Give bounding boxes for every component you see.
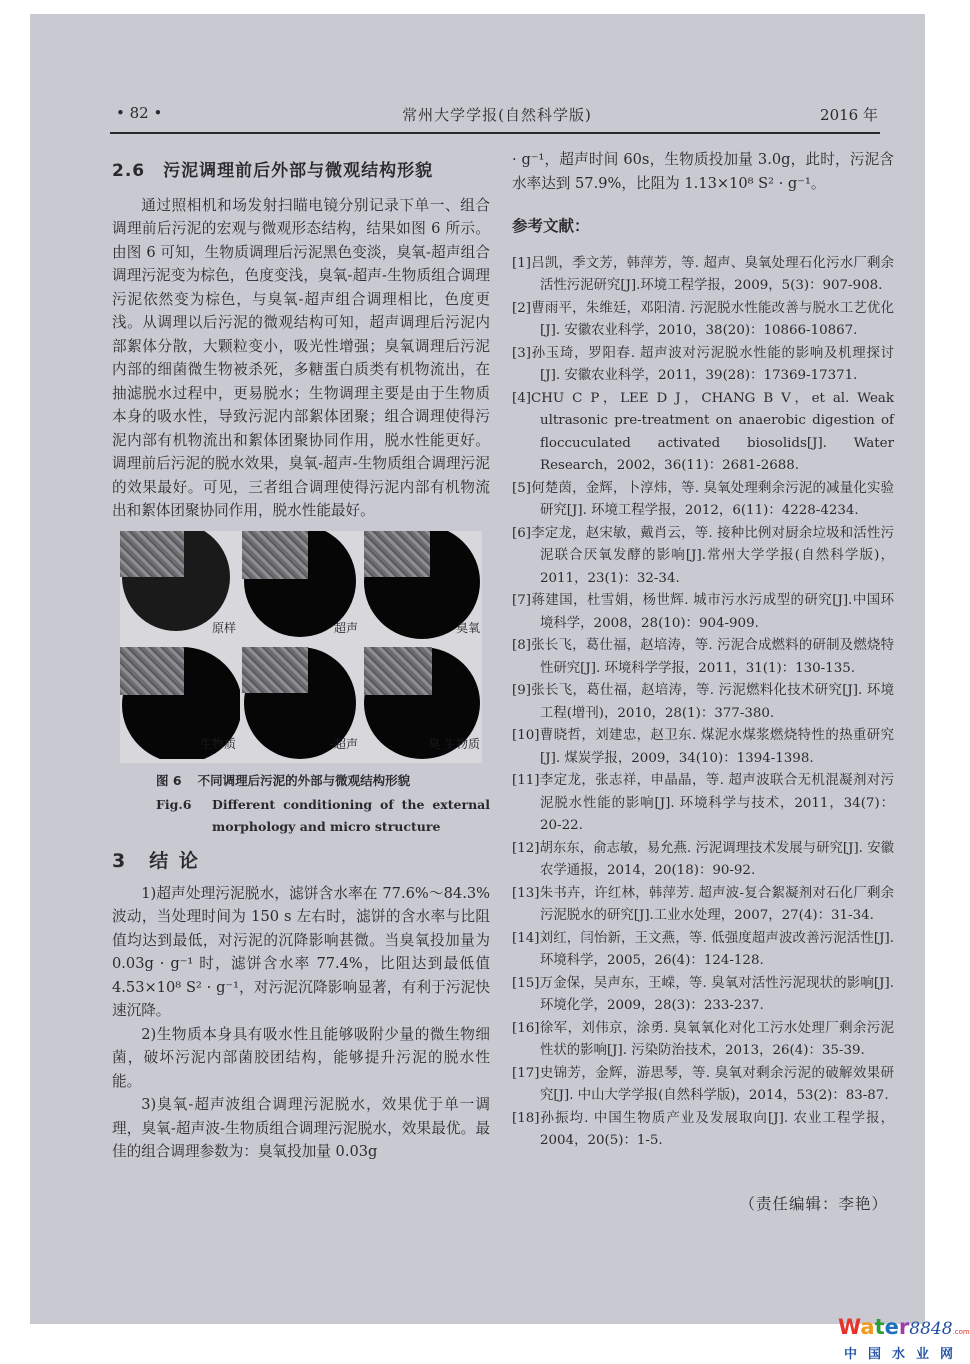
reference-item: [14]刘红，闫怡新，王文燕，等. 低强度超声波改善污泥活性[J]. 环境科学，2005，26(4)：124-128. <box>512 930 894 968</box>
figure-caption-cn-text: 不同调理后污泥的外部与微观结构形貌 <box>197 772 411 788</box>
logo-letter: e <box>884 1315 899 1339</box>
header-rule <box>110 132 880 134</box>
section-number: 2.6 <box>112 161 146 181</box>
figure-number-en: Fig.6 <box>156 797 192 812</box>
reference-item: [18]孙振均. 中国生物质产业及发展取向[J]. 农业工程学报，2004，20(5)：1-5. <box>512 1110 894 1148</box>
reference-list <box>512 253 894 1153</box>
section-title: 污泥调理前后外部与微观结构形貌 <box>163 161 434 181</box>
section-heading-3 <box>112 850 490 874</box>
section-number: 3 <box>112 850 128 872</box>
reference-item: [3]孙玉琦，罗阳春. 超声波对污泥脱水性能的影响及机理探讨[J]. 安徽农业科学，2011，39(28)：17369-17371. <box>512 345 894 383</box>
section-paragraph: 通过照相机和场发射扫瞄电镜分别记录下单一、组合调理前后污泥的宏观与微观形态结构，结果如图 6 所示。由图 6 可知，生物质调理后污泥黑色变淡，臭氧-超声组合调理污泥变为棕色，色度变浅，臭氧-超声-生物质组合调理污泥依然变为棕色，与臭氧-超声组合调理相比，色度更浅。从调理以后污泥的微观结构可知，超声调理后污泥内部絮体分散，大颗粒变小，吸光性增强；臭氧调理后污泥内部的细菌微生物被杀死，多糖蛋白质类有机物流出，在抽滤脱水过程中，更易脱水；生物调理主要是由于生物质本身的吸水性，导致污泥内部絮体团聚；组合调理使得污泥内部有机物流出和絮体团聚协同作用，脱水性能更好。调理前后污泥的脱水效果，臭氧-超声-生物质组合调理污泥的效果最好。可见，三者组合调理使得污泥内部有机物流出和絮体团聚协同作用，脱水性能最好。 <box>112 196 490 519</box>
reference-item: [2]曹雨平，朱维廷，邓阳清. 污泥脱水性能改善与脱水工艺优化[J]. 安徽农业科学，2010，38(20)：10866-10867. <box>512 300 894 338</box>
reference-item: [6]李定龙，赵宋敏，戴肖云，等. 接种比例对厨余垃圾和活性污泥联合厌氧发酵的影响[J].常州大学学报(自然科学版)，2011，23(1)：32-34. <box>512 525 894 586</box>
reference-item: [1]吕凯，季文芳，韩萍芳，等. 超声、臭氧处理石化污水厂剩余活性污泥研究[J].环境工程学报，2009，5(3)：907-908. <box>512 255 894 293</box>
reference-item: [12]胡东东，俞志敏，易允燕. 污泥调理技术发展与研究[J]. 安徽农学通报，2014，20(18)：90-92. <box>512 840 894 878</box>
reference-item: [4]CHU C P，LEE D J，CHANG B V，et al. Weak ultrasonic pre-treatment on anaerobic digestion of floccuculated activated biosolids[J]. Water Research，2002，36(11)：2681-2688. <box>512 390 894 473</box>
right-column <box>512 148 894 1216</box>
panel-label: 臭氧 <box>455 621 480 635</box>
reference-item: [8]张长飞，葛仕福，赵培涛，等. 污泥合成燃料的研制及燃烧特性研究[J]. 环境科学学报，2011，31(1)：130-135. <box>512 638 894 676</box>
journal-title: 常州大学学报(自然科学版) <box>402 106 592 124</box>
logo-letter: W <box>838 1315 861 1339</box>
panel-label: -超声 <box>329 737 358 751</box>
reference-item: [11]李定龙，张志祥，申晶晶，等. 超声波联合无机混凝剂对污泥脱水性能的影响[J]. 环境科学与技术，2011，34(7)：20-22. <box>512 773 894 833</box>
left-column <box>112 160 490 1164</box>
logo-subtitle: 中国水业网 <box>844 1347 965 1362</box>
figure-caption-cn <box>156 769 490 793</box>
reference-item: [17]史锦芳，金辉，游思琴，等. 臭氧对剩余污泥的破解效果研究[J]. 中山大学学报(自然科学版)，2014，53(2)：83-87. <box>512 1065 894 1103</box>
reference-item: [7]蒋建国，杜雪娟，杨世辉. 城市污水污成型的研究[J].中国环境科学，2008，28(10)：904-909. <box>512 593 894 631</box>
responsible-editor: （责任编辑：李艳） <box>739 1194 888 1213</box>
reference-item: [13]朱书卉，许红林，韩萍芳. 超声波-复合絮凝剂对石化厂剩余污泥脱水的研究[J].工业水处理，2007，27(4)：31-34. <box>512 885 894 923</box>
reference-item: [10]曹晓哲，刘建忠，赵卫东. 煤泥水煤浆燃烧特性的热重研究[J]. 煤炭学报，2009，34(10)：1394-1398. <box>512 728 894 766</box>
panel-label: 臭 生物质 <box>428 737 480 751</box>
figure-panel-biomass <box>120 647 240 759</box>
panel-label: 生物质 <box>199 737 236 751</box>
conclusion-item-2: 2)生物质本身具有吸水性且能够吸附少量的微生物细菌，破坏污泥内部菌胶团结构，能够提升污泥的脱水性能。 <box>112 1025 490 1090</box>
figure-panel-ultrasound <box>242 531 362 643</box>
section-title: 结 论 <box>149 850 200 872</box>
references-heading: 参考文献： <box>512 217 590 235</box>
figure-panel-original <box>120 531 240 643</box>
panel-label: 原样 <box>211 621 236 635</box>
figure-caption-en <box>156 794 490 838</box>
logo-letter: a <box>860 1315 875 1339</box>
water8848-logo <box>838 1316 968 1362</box>
reference-item: [15]万金保，吴声东，王嵘，等. 臭氧对活性污泥现状的影响[J]. 环境化学，2009，28(3)：233-237. <box>512 975 894 1013</box>
figure-6 <box>120 531 482 763</box>
reference-item: [16]徐军，刘伟京，涂勇. 臭氧氧化对化工污水处理厂剩余污泥性状的影响[J]. 污染防治技术，2013，26(4)：35-39. <box>512 1020 894 1058</box>
figure-panel-ozone <box>364 531 484 643</box>
logo-number: 8848 <box>909 1319 953 1339</box>
conclusion-item-1: 1)超声处理污泥脱水，滤饼含水率在 77.6%～84.3%波动，当处理时间为 150 s 左右时，滤饼的含水率与比阻值均达到最低，对污泥的沉降影响甚微。当臭氧投加量为 0.03g · g⁻¹ 时，滤饼含水率 77.4%，比阻达到最低值 4.53×10⁸ S² · g⁻¹，对污泥沉降影响显著，有利于污泥快速沉降。 <box>112 884 490 1019</box>
reference-item: [5]何楚茵，金辉，卜淳炜，等. 臭氧处理剩余污泥的减量化实验研究[J]. 环境工程学报，2012，6(11)：4228-4234. <box>512 480 894 518</box>
running-header <box>116 104 878 128</box>
figure-caption-en-text: Different conditioning of the external morphology and micro structure <box>212 797 490 834</box>
figure-panel-ozone-ultrasound <box>242 647 362 759</box>
logo-suffix: .com <box>952 1328 970 1336</box>
figure-number-cn: 图 6 <box>156 772 182 788</box>
logo-letter: t <box>874 1315 885 1339</box>
figure-panel-ozone-ultrasound-biomass <box>364 647 484 759</box>
publication-year: 2016 年 <box>820 106 878 124</box>
conclusion-continuation: · g⁻¹，超声时间 60s，生物质投加量 3.0g，此时，污泥含水率达到 57.9%，比阻为 1.13×10⁸ S² · g⁻¹。 <box>512 151 894 192</box>
reference-item: [9]张长飞，葛仕福，赵培涛，等. 污泥燃料化技术研究[J]. 环境工程(增刊)，2010，28(1)：377-380. <box>512 683 894 721</box>
page-number: • 82 • <box>116 104 163 122</box>
logo-letter: r <box>898 1315 910 1339</box>
section-heading-2-6 <box>112 160 490 184</box>
panel-label: 超声 <box>333 621 358 635</box>
logo-wordmark <box>838 1316 968 1343</box>
conclusion-item-3: 3)臭氧-超声波组合调理污泥脱水，效果优于单一调理，臭氧-超声波-生物质组合调理污泥脱水，效果最优。最佳的组合调理参数为：臭氧投加量 0.03g <box>112 1096 490 1160</box>
